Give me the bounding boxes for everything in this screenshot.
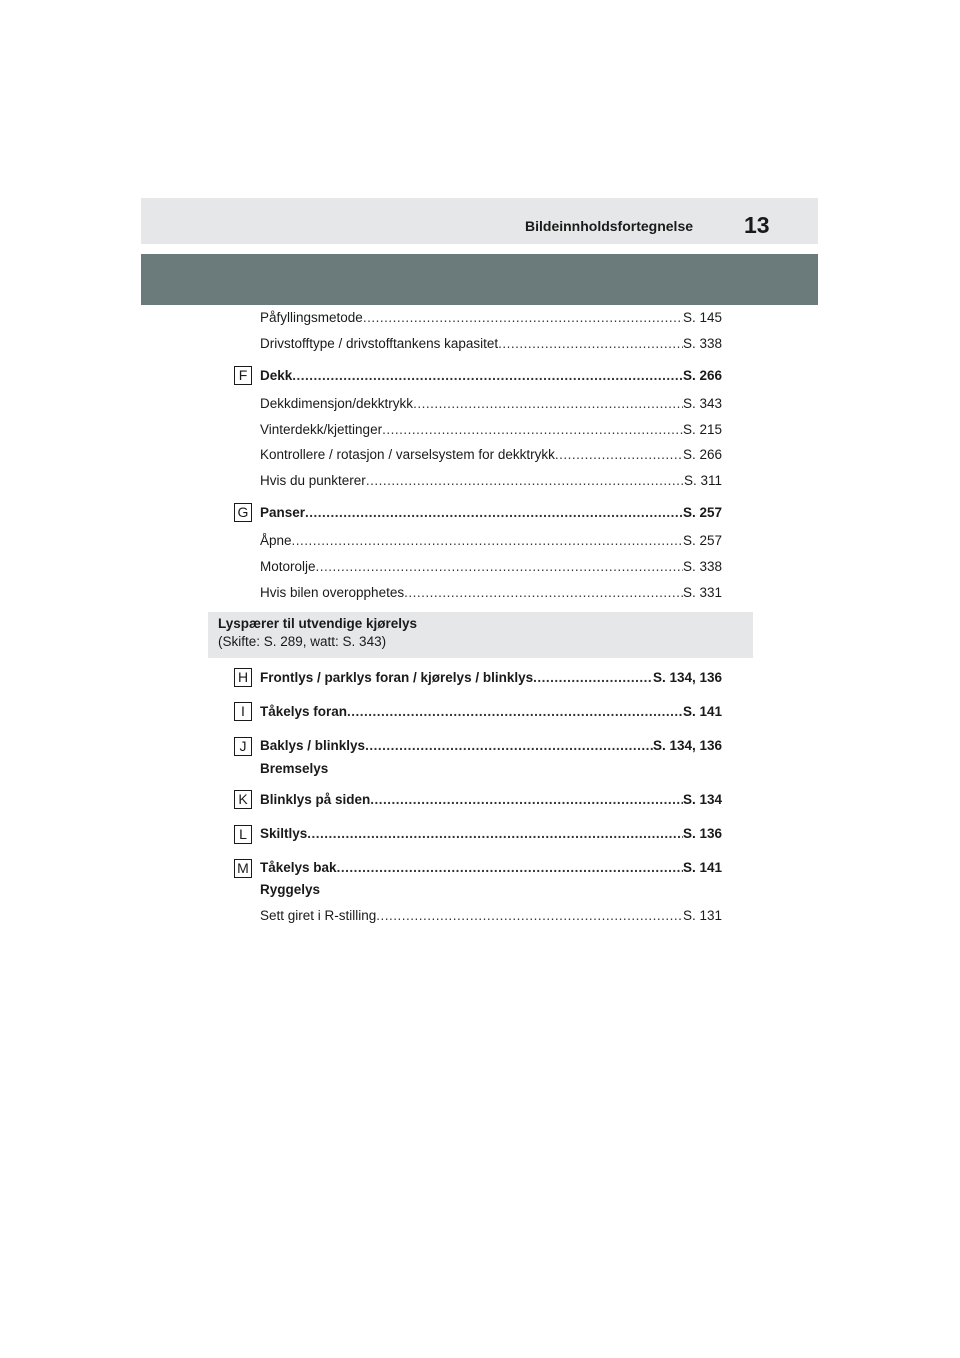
toc-entry-label: Dekkdimensjon/dekktrykk	[260, 396, 414, 411]
section-letter-m: M	[234, 859, 252, 878]
toc-entry-page: S. 266	[682, 447, 722, 462]
section-letter-i: I	[234, 702, 252, 721]
section-letter-k: K	[234, 790, 252, 809]
leader-dots	[498, 335, 683, 353]
toc-entry[interactable]	[260, 907, 722, 925]
leader-dots	[366, 472, 684, 490]
toc-entry-page: S. 134, 136	[652, 670, 722, 685]
toc-entry-main-g[interactable]	[260, 504, 722, 522]
toc-entry-page: S. 136	[682, 826, 722, 841]
toc-entry-label: Vinterdekk/kjettinger	[260, 422, 383, 437]
section-letter-f: F	[234, 366, 252, 385]
toc-entry[interactable]	[260, 558, 722, 576]
toc-entry-label: Hvis bilen overopphetes	[260, 585, 405, 600]
toc-entry-page: S. 134	[682, 792, 722, 807]
leader-dots	[305, 504, 683, 522]
leader-dots	[292, 532, 683, 550]
leader-dots	[370, 791, 683, 809]
leader-dots	[337, 859, 683, 877]
toc-entry[interactable]	[260, 584, 722, 602]
leader-dots	[347, 703, 683, 721]
header-bar	[141, 198, 818, 244]
toc-entry-page: S. 134, 136	[652, 738, 722, 753]
toc-entry[interactable]	[260, 421, 722, 439]
toc-entry-page: S. 338	[682, 559, 722, 574]
toc-entry-label: Baklys / blinklys	[260, 738, 366, 753]
page-number: 13	[744, 212, 770, 238]
toc-entry-page: S. 131	[682, 908, 722, 923]
section-letter-l: L	[234, 825, 252, 844]
toc-entry[interactable]	[260, 335, 722, 353]
toc-entry-label: Blinklys på siden	[260, 792, 371, 807]
header-band	[141, 254, 818, 305]
toc-entry-page: S. 338	[682, 336, 722, 351]
toc-entry-main-h[interactable]	[260, 669, 722, 687]
toc-entry-page: S. 141	[682, 860, 722, 875]
lights-section-subtitle: (Skifte: S. 289, watt: S. 343)	[218, 634, 387, 649]
section-letter-h: H	[234, 668, 252, 687]
toc-entry-main-l[interactable]	[260, 825, 722, 843]
toc-entry-label: Skiltlys	[260, 826, 308, 841]
toc-entry[interactable]	[260, 472, 722, 490]
leader-dots	[376, 907, 683, 925]
lights-section-title: Lyspærer til utvendige kjørelys	[218, 616, 418, 631]
toc-entry[interactable]	[260, 395, 722, 413]
toc-entry-label: Sett giret i R-stilling	[260, 908, 377, 923]
leader-dots	[413, 395, 683, 413]
section-letter-g: G	[234, 503, 252, 522]
toc-entry[interactable]	[260, 532, 722, 550]
toc-entry[interactable]	[260, 309, 722, 327]
toc-entry-page: S. 266	[682, 368, 722, 383]
toc-entry-main-f[interactable]	[260, 367, 722, 385]
toc-entry-label: Dekk	[260, 368, 293, 383]
toc-entry-page: S. 215	[682, 422, 722, 437]
toc-entry-extra: Ryggelys	[260, 882, 321, 897]
toc-entry-page: S. 141	[682, 704, 722, 719]
toc-entry-label: Hvis du punkterer	[260, 473, 366, 488]
toc-entry-page: S. 145	[682, 310, 722, 325]
toc-entry-page: S. 331	[682, 585, 722, 600]
toc-entry-extra: Bremselys	[260, 761, 329, 776]
section-letter-j: J	[234, 737, 252, 756]
leader-dots	[555, 446, 683, 464]
page-title: Bildeinnholdsfortegnelse	[525, 218, 694, 234]
toc-entry-label: Åpne	[260, 533, 292, 548]
toc-entry-main-k[interactable]	[260, 791, 722, 809]
toc-entry-page: S. 311	[683, 473, 722, 488]
toc-entry[interactable]	[260, 446, 722, 464]
leader-dots	[307, 825, 683, 843]
leader-dots	[363, 309, 683, 327]
toc-entry-main-j[interactable]	[260, 737, 722, 755]
toc-entry-label: Drivstofftype / drivstofftankens kapasitet	[260, 336, 499, 351]
toc-entry-label: Frontlys / parklys foran / kjørelys / blinklys	[260, 670, 534, 685]
leader-dots	[292, 367, 683, 385]
toc-entry-label: Påfyllingsmetode	[260, 310, 363, 325]
leader-dots	[404, 584, 683, 602]
toc-entry-label: Tåkelys bak	[260, 860, 337, 875]
leader-dots	[365, 737, 653, 755]
toc-entry-page: S. 257	[682, 533, 722, 548]
toc-entry-main-i[interactable]	[260, 703, 722, 721]
toc-entry-label: Panser	[260, 505, 306, 520]
toc-entry-page: S. 343	[682, 396, 722, 411]
toc-entry-label: Motorolje	[260, 559, 316, 574]
toc-entry-page: S. 257	[682, 505, 722, 520]
toc-entry-main-m[interactable]	[260, 859, 722, 877]
toc-entry-label: Kontrollere / rotasjon / varselsystem for dekktrykk	[260, 447, 555, 462]
toc-entry-label: Tåkelys foran	[260, 704, 348, 719]
leader-dots	[533, 669, 653, 687]
leader-dots	[316, 558, 683, 576]
leader-dots	[382, 421, 683, 439]
